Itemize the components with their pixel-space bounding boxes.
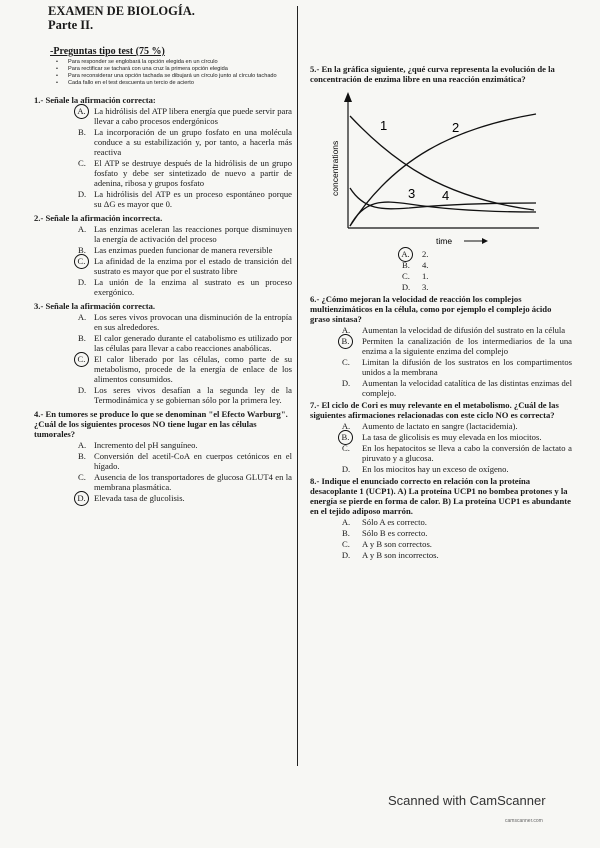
instruction-item: • Cada fallo en el test descuenta un tercio de acierto <box>56 80 292 87</box>
x-axis-label: time <box>436 236 453 246</box>
option-4c[interactable] <box>34 472 292 492</box>
option-3a[interactable] <box>34 312 292 332</box>
question-2-options <box>34 224 292 297</box>
option-text: La hidrólisis del ATP libera energía que puede servir para llevar a cabo procesos endergónicos <box>94 106 292 126</box>
option-letter: B. <box>78 451 86 461</box>
question-1: 1.- Señale la afirmación correcta: <box>34 95 156 105</box>
option-3b[interactable] <box>34 333 292 353</box>
option-text: Conversión del acetil-CoA en cuerpos cetónicos en el hígado. <box>94 451 292 471</box>
enzyme-kinetics-chart <box>324 88 554 248</box>
option-letter: A. <box>77 440 87 450</box>
question-6: 6.- ¿Cómo mejoran la velocidad de reacción los complejos multienzimáticos en la célula, como por ejemplo el complejo ácido graso sintasa? <box>310 294 552 324</box>
y-axis-label: concentrations <box>330 140 340 196</box>
option-letter: D. <box>341 550 351 560</box>
option-5b[interactable] <box>370 260 572 270</box>
option-letter: B. <box>338 430 353 445</box>
option-letter: D. <box>77 277 87 287</box>
curve-2-label: 2 <box>452 120 460 135</box>
option-letter: A. <box>77 312 87 322</box>
option-8c[interactable] <box>310 539 572 549</box>
exam-title: EXAMEN DE BIOLOGÍA. <box>48 4 195 18</box>
option-letter: C. <box>342 539 350 549</box>
question-6-options <box>310 325 572 398</box>
instruction-item: • Para responder se englobará la opción elegida en un círculo <box>56 59 292 66</box>
option-text: Ausencia de los transportadores de glucosa GLUT4 en la membrana plasmática. <box>94 472 292 492</box>
question-4: 4.- En tumores se produce lo que se denominan "el Efecto Warburg". ¿Cuál de los siguientes procesos NO tiene lugar en las células tumorales? <box>34 409 288 439</box>
option-text: Las enzimas pueden funcionar de manera reversible <box>94 245 273 255</box>
question-4-options <box>34 440 292 503</box>
option-text: El ATP se destruye después de la hidrólisis de un grupo fosfato y debe ser sintetizado de nuevo a partir de adenina, ribosa y grupos fosfato <box>94 158 292 188</box>
option-6a[interactable] <box>310 325 572 335</box>
option-8a[interactable] <box>310 517 572 527</box>
option-text: 1. <box>422 271 429 281</box>
question-7: 7.- El ciclo de Cori es muy relevante en el metabolismo. ¿Cuál de las siguientes afirmaciones relacionadas con este ciclo NO es correcta? <box>310 400 559 420</box>
question-8-options <box>310 517 572 560</box>
question-5: 5.- En la gráfica siguiente, ¿qué curva representa la evolución de la concentración de enzima libre en una reacción enzimática? <box>310 64 555 84</box>
option-1a[interactable] <box>34 106 292 126</box>
option-4b[interactable] <box>34 451 292 471</box>
option-8d[interactable] <box>310 550 572 560</box>
option-6d[interactable] <box>310 378 572 398</box>
option-text: Las enzimas aceleran las reacciones porque disminuyen la energía de activación del proceso <box>94 224 292 244</box>
option-letter: A. <box>398 247 413 262</box>
option-text: 4. <box>422 260 429 270</box>
option-text: Sólo A es correcto. <box>362 517 427 527</box>
option-text: El calor liberado por las células, como parte de su metabolismo, procede de la energía de enlace de los alimentos consumidos. <box>94 354 292 384</box>
option-2a[interactable] <box>34 224 292 244</box>
option-letter: B. <box>78 127 86 137</box>
exam-subtitle: Parte II. <box>48 18 94 32</box>
option-text: Aumentan la velocidad de difusión del sustrato en la célula <box>362 325 566 335</box>
instruction-item: • Para rectificar se tachará con una cruz la primera opción elegida <box>56 66 292 73</box>
option-8b[interactable] <box>310 528 572 538</box>
option-letter: B. <box>78 333 86 343</box>
option-letter: A. <box>341 421 351 431</box>
option-letter: D. <box>401 282 411 292</box>
option-letter: C. <box>402 271 410 281</box>
question-2: 2.- Señale la afirmación incorrecta. <box>34 213 163 223</box>
option-text: Los seres vivos desafían a la segunda ley de la Termodinámica y se gobiernan sólo por la primera ley. <box>94 385 292 405</box>
right-column <box>310 62 572 561</box>
scanner-url: camscanner.com <box>505 818 543 824</box>
instruction-item: • Para reconsiderar una opción tachada se dibujará un círculo junto al círculo tachado <box>56 73 292 80</box>
option-letter: C. <box>78 158 86 168</box>
option-text: A y B son correctos. <box>362 539 432 549</box>
question-1-options <box>34 106 292 209</box>
curve-3-label: 3 <box>408 186 416 201</box>
y-axis-arrow <box>344 92 352 102</box>
option-letter: B. <box>78 245 86 255</box>
option-letter: A. <box>341 517 351 527</box>
curve-4-label: 4 <box>442 188 450 203</box>
option-3c[interactable] <box>34 354 292 384</box>
option-text: La unión de la enzima al sustrato es un proceso exergónico. <box>94 277 292 297</box>
curve-2 <box>350 114 536 226</box>
question-3-options <box>34 312 292 405</box>
option-text: La afinidad de la enzima por el estado de transición del sustrato es mayor que por el sustrato libre <box>94 256 292 276</box>
option-text: Elevada tasa de glucolisis. <box>94 493 185 503</box>
option-letter: B. <box>402 260 410 270</box>
time-arrow-head <box>482 238 488 244</box>
option-5c[interactable] <box>370 271 572 281</box>
option-text: La incorporación de un grupo fosfato en una molécula conduce a su estabilización y, por tanto, a hacerla más reactiva <box>94 127 292 157</box>
column-divider <box>297 6 298 766</box>
option-letter: B. <box>338 334 353 349</box>
option-letter: C. <box>74 352 89 367</box>
option-text: El calor generado durante el catabolismo es utilizado por las células para llevar a cabo reacciones anabólicas. <box>94 333 292 353</box>
option-letter: D. <box>77 385 87 395</box>
option-letter: D. <box>77 189 87 199</box>
option-2b[interactable] <box>34 245 292 255</box>
option-letter: D. <box>74 491 89 506</box>
option-5a[interactable] <box>370 249 572 259</box>
option-text: Los seres vivos provocan una disminución de la entropía en sus alrededores. <box>94 312 292 332</box>
option-letter: A. <box>341 325 351 335</box>
option-text: En los hepatocitos se lleva a cabo la conversión de lactato a piruvato y a glucosa. <box>362 443 572 463</box>
option-4d[interactable] <box>34 493 292 503</box>
option-text: Sólo B es correcto. <box>362 528 428 538</box>
scanner-watermark: Scanned with CamScanner <box>388 793 546 808</box>
option-text: 2. <box>422 249 429 259</box>
option-1d[interactable] <box>34 189 292 209</box>
option-text: Limitan la difusión de los sustratos en los compartimentos unidos a la membrana <box>362 357 572 377</box>
left-column <box>34 4 292 504</box>
option-text: Permiten la canalización de los intermediarios de la una enzima a la siguiente enzima del complejo <box>362 336 572 356</box>
option-letter: C. <box>78 472 86 482</box>
option-text: Aumentan la velocidad catalítica de las distintas enzimas del complejo. <box>362 378 572 398</box>
option-text: La hidrólisis del ATP es un proceso espontáneo porque su ΔG es mayor que 0. <box>94 189 292 209</box>
option-1c[interactable] <box>34 158 292 188</box>
chart-svg <box>324 88 554 248</box>
option-letter: D. <box>341 378 351 388</box>
option-7a[interactable] <box>310 421 572 431</box>
option-letter: C. <box>342 443 350 453</box>
option-6b[interactable] <box>310 336 572 356</box>
option-2d[interactable] <box>34 277 292 297</box>
option-4a[interactable] <box>34 440 292 450</box>
option-text: Incremento del pH sanguíneo. <box>94 440 198 450</box>
question-3: 3.- Señale la afirmación correcta. <box>34 301 156 311</box>
option-text: A y B son incorrectos. <box>362 550 439 560</box>
option-text: En los miocitos hay un exceso de oxígeno. <box>362 464 509 474</box>
option-letter: A. <box>74 104 89 119</box>
option-text: La tasa de glicolisis es muy elevada en los miocitos. <box>362 432 542 442</box>
option-text: 3. <box>422 282 429 292</box>
option-7b[interactable] <box>310 432 572 442</box>
option-7c[interactable] <box>310 443 572 463</box>
question-5-options <box>310 249 572 292</box>
option-2c[interactable] <box>34 256 292 276</box>
option-letter: D. <box>341 464 351 474</box>
question-7-options <box>310 421 572 474</box>
section-heading: -Preguntas tipo test (75 %) <box>50 46 165 57</box>
question-8: 8.- Indique el enunciado correcto en relación con la proteína desacoplante 1 (UCP1). A) La proteína UCP1 no bombea protones y la energía se pierde en forma de calor. B) La proteína UCP1 es abundante en el tejido adiposo marrón. <box>310 476 571 516</box>
instructions-list <box>56 59 292 87</box>
option-letter: A. <box>77 224 87 234</box>
option-letter: C. <box>74 254 89 269</box>
option-text: Aumento de lactato en sangre (lactacidemia). <box>362 421 518 431</box>
option-1b[interactable] <box>34 127 292 157</box>
option-3d[interactable] <box>34 385 292 405</box>
option-letter: C. <box>342 357 350 367</box>
option-5d[interactable] <box>370 282 572 292</box>
option-letter: B. <box>342 528 350 538</box>
curve-1-label: 1 <box>380 118 388 133</box>
option-6c[interactable] <box>310 357 572 377</box>
option-7d[interactable] <box>310 464 572 474</box>
